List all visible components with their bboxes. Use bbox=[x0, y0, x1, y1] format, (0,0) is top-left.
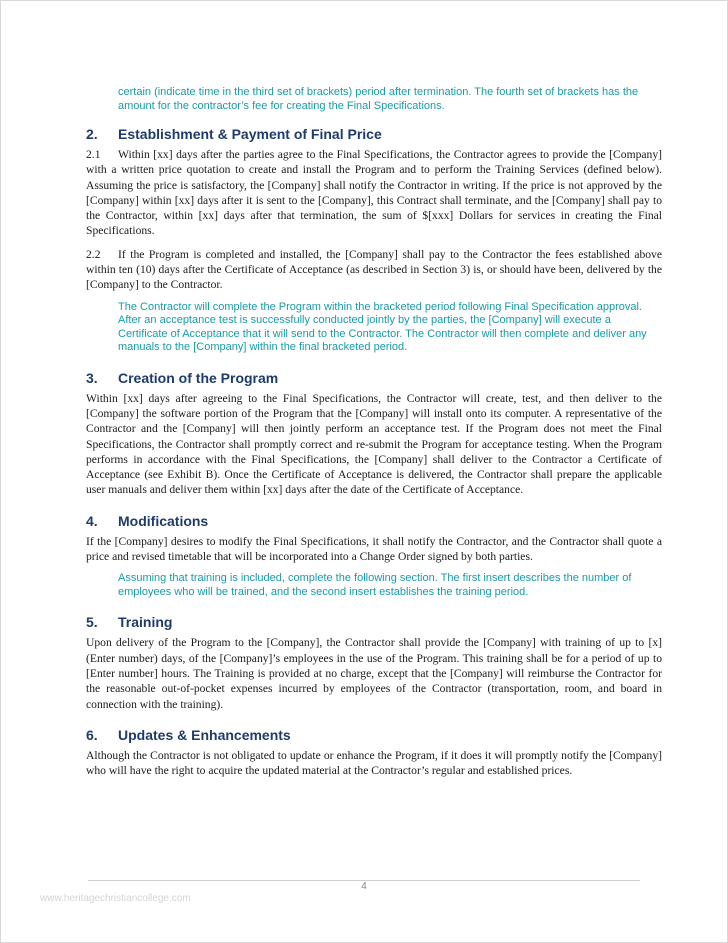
section-5-heading bbox=[86, 614, 662, 631]
paragraph-number-2-2: 2.2 bbox=[86, 247, 101, 261]
section-3-number: 3. bbox=[86, 369, 98, 386]
section-2-note: The Contractor will complete the Program within the bracketed period following Final Specification approval. After an acceptance test is successfully conducted jointly by the parties, the [Company] will execute a Certificate of Acceptance that it will send to the Contractor. The Contractor will then complete and deliver any manuals to the [Company] within the final bracketed period. bbox=[118, 300, 647, 354]
page-number: 4 bbox=[361, 881, 367, 892]
watermark: www.heritagechristiancollege.com bbox=[40, 893, 191, 904]
section-4-note: Assuming that training is included, complete the following section. The first insert describes the number of employees who will be trained, and the second insert establishes the training period. bbox=[118, 572, 632, 598]
section-6-paragraph: Although the Contractor is not obligated to update or enhance the Program, if it does it will promptly notify the [Company] who will have the right to acquire the updated material at the Contractor’s regular and established prices. bbox=[86, 748, 662, 778]
section-6-title: Updates & Enhancements bbox=[118, 726, 291, 743]
paragraph-number-2-1: 2.1 bbox=[86, 148, 101, 161]
paragraph-text-2-1: Within [xx] days after the parties agree to the Final Specifications, the Contractor agrees to provide the [Company] with a written price quotation to create and install the Program and to perform the Training Services (defined below). Assuming the price is satisfactory, the [Company] shall notify the Contractor in writing. If the price is not approved by the [Company] within [xx] days after it is sent to the [Company], this Contract shall terminate, and the [Company] shall pay to the Contractor, within [xx] days after that termination, the sum of $[xxx] Dollars for services in creating the Final Specifications. bbox=[86, 148, 662, 238]
section-2-number: 2. bbox=[86, 126, 98, 142]
section-5-paragraph: Upon delivery of the Program to the [Company], the Contractor shall provide the [Company] with training of up to [x] (Enter number) days, of the [Company]’s employees in the use of the Program. This training shall be for a period of up to [Enter number] hours. The Training is provided at no charge, except that the [Company] will reimburse the Contractor for the reasonable out-of-pocket expenses incurred by employees of the Contractor (transportation, room, and board in connection with the training). bbox=[86, 636, 662, 711]
section-6-heading bbox=[86, 727, 662, 744]
section-4-heading bbox=[86, 513, 662, 530]
intro-note: certain (indicate time in the third set of brackets) period after termination. The fourth set of brackets has the amount for the contractor’s fee for creating the Final Specifications. bbox=[118, 86, 639, 112]
section-3-title: Creation of the Program bbox=[118, 369, 279, 386]
section-5-title: Training bbox=[118, 614, 173, 631]
section-4-title: Modifications bbox=[118, 512, 209, 529]
section-3-paragraph: Within [xx] days after agreeing to the Final Specifications, the Contractor will create, test, and then deliver to the [Company] the software portion of the Program that the [Company] will install onto its computer. A representative of the Contractor and the [Company] will then jointly perform an acceptance test. If the Program does not meet the Final Specifications, the Contractor shall promptly correct and re-submit the Program for acceptance testing. When the Program performs in accordance with the Final Specifications, the [Company] shall deliver to the Contractor a Certificate of Acceptance (see Exhibit B). Once the Certificate of Acceptance is delivered, the Contractor shall prepare the applicable user manuals and deliver them within [xx] days after the date of the Certificate of Acceptance. bbox=[86, 391, 662, 497]
section-4-paragraph: If the [Company] desires to modify the Final Specifications, it shall notify the Contractor, and the Contractor shall quote a price and revised timetable that will be incorporated into a Change Order signed by both parties. bbox=[86, 534, 662, 564]
section-4-number: 4. bbox=[86, 512, 98, 529]
section-5-number: 5. bbox=[86, 614, 98, 631]
section-2-paragraph-2 bbox=[86, 247, 662, 293]
section-6-number: 6. bbox=[86, 726, 98, 743]
section-2-heading bbox=[86, 126, 662, 143]
section-3-heading bbox=[86, 370, 662, 387]
paragraph-text-2-2: If the Program is completed and installed, the [Company] shall pay to the Contractor the fees established above within ten (10) days after the Certificate of Acceptance (as described in Section 3) is, or should have been, delivered by the [Company] to the Contractor. bbox=[86, 247, 662, 292]
section-2-title: Establishment & Payment of Final Price bbox=[118, 126, 382, 142]
section-2-paragraph-1 bbox=[86, 147, 662, 239]
document-body bbox=[86, 86, 662, 778]
